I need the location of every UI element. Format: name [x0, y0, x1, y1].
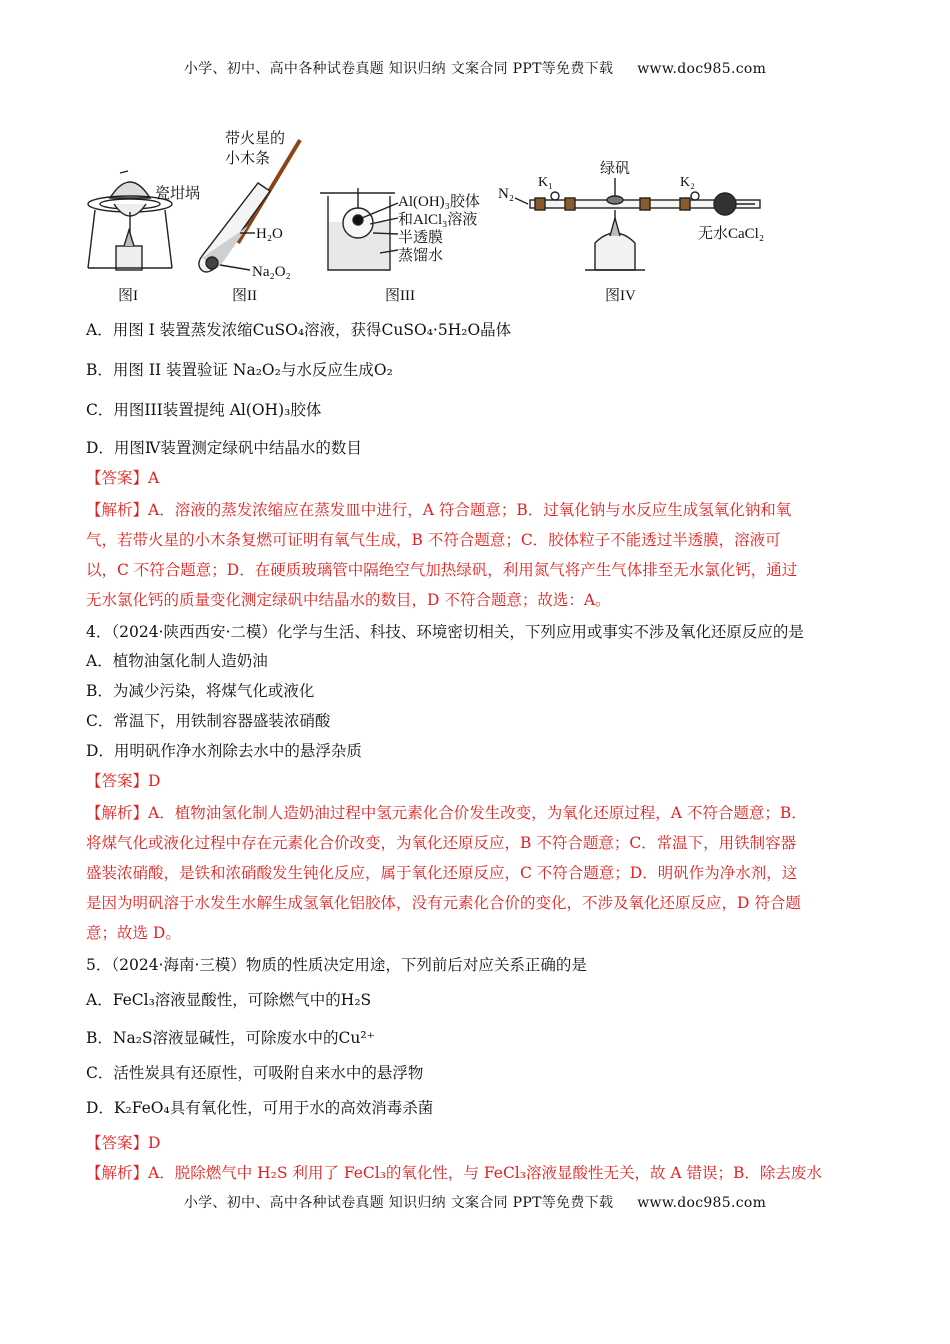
label-k2: K₂ — [680, 175, 695, 190]
figure-3-dialysis — [320, 188, 480, 270]
q4-analysis-line-4: 是因为明矾溶于水发生水解生成氢氧化铝胶体，没有元素化合价的变化，不涉及氧化还原反应，D 符合题 — [86, 894, 801, 912]
q4-analysis-line-5: 意；故选 D。 — [86, 924, 181, 942]
label-vitriol: 绿矾 — [600, 161, 631, 177]
q4-option-d: D．用明矾作净水剂除去水中的悬浮杂质 — [86, 742, 362, 760]
q3-option-c: C．用图III装置提纯 Al(OH)₃胶体 — [86, 401, 322, 419]
q3-option-b: B．用图 II 装置验证 Na₂O₂与水反应生成O₂ — [86, 361, 393, 379]
apparatus-figure — [80, 118, 880, 313]
label-crucible: 瓷坩埚 — [155, 186, 201, 202]
label-n2: N₂ — [498, 186, 515, 202]
q5-option-a: A．FeCl₃溶液显酸性，可除燃气中的H₂S — [86, 991, 372, 1009]
q5-answer: 【答案】D — [86, 1134, 161, 1152]
q3-analysis-line-3: 以，C 不符合题意；D．在硬质玻璃管中隔绝空气加热绿矾，利用氮气将产生气体排至无水氯化钙，通过 — [86, 561, 798, 579]
q3-analysis-line-4: 无水氯化钙的质量变化测定绿矾中结晶水的数目，D 不符合题意；故选：A。 — [86, 591, 611, 609]
label-na2o2: Na₂O₂ — [252, 264, 291, 280]
label-stick-1: 带火星的 — [225, 131, 286, 147]
page-footer — [0, 1192, 950, 1212]
label-k1: K₁ — [538, 175, 553, 190]
footer-text: 小学、初中、高中各种试卷真题 知识归纳 文案合同 PPT等免费下载 — [183, 1195, 614, 1211]
label-cacl2: 无水CaCl₂ — [698, 226, 765, 242]
q4-answer: 【答案】D — [86, 772, 161, 790]
figure-4-heating-tube — [498, 160, 764, 270]
q4-analysis-line-1: 【解析】A．植物油氢化制人造奶油过程中氢元素化合价发生改变，为氧化还原过程，A 不符合题意；B． — [86, 804, 807, 822]
label-al-oh3: Al(OH)₃胶体 — [398, 194, 480, 210]
figure-1-crucible-apparatus — [88, 171, 200, 270]
caption-fig-1: 图I — [118, 288, 138, 304]
label-water: 蒸馏水 — [398, 248, 444, 264]
q5-option-d: D．K₂FeO₄具有氧化性，可用于水的高效消毒杀菌 — [86, 1099, 434, 1117]
figure-2-test-tube — [199, 130, 300, 280]
q4-analysis-line-3: 盛装浓硝酸，是铁和浓硝酸发生钝化反应，属于氧化还原反应，C 不符合题意；D．明矾作为净水剂，这 — [86, 864, 798, 882]
q4-option-c: C．常温下，用铁制容器盛装浓硝酸 — [86, 712, 331, 730]
caption-fig-2: 图II — [232, 288, 257, 304]
label-membrane: 半透膜 — [398, 230, 444, 246]
caption-fig-3: 图III — [385, 288, 415, 304]
page-header — [0, 58, 950, 78]
q3-analysis-line-1: 【解析】A．溶液的蒸发浓缩应在蒸发皿中进行，A 符合题意；B．过氧化钠与水反应生成氢氧化钠和氧 — [86, 501, 792, 519]
footer-site: www.doc985.com — [637, 1195, 767, 1211]
q3-analysis-line-2: 气，若带火星的小木条复燃可证明有氧气生成，B 不符合题意；C．胶体粒子不能透过半透膜，溶液可 — [86, 531, 781, 549]
q5-analysis-line-1: 【解析】A．脱除燃气中 H₂S 利用了 FeCl₃的氧化性，与 FeCl₃溶液显酸性无关，故 A 错误；B．除去废水 — [86, 1164, 822, 1182]
q3-answer: 【答案】A — [86, 469, 160, 487]
q4-analysis-line-2: 将煤气化或液化过程中存在元素化合价改变，为氧化还原反应，B 不符合题意；C．常温下，用铁制容器 — [86, 834, 797, 852]
q4-option-b: B．为减少污染，将煤气化或液化 — [86, 682, 315, 700]
label-stick-2: 小木条 — [225, 151, 271, 167]
q5-stem: 5．（2024·海南·三模）物质的性质决定用途，下列前后对应关系正确的是 — [86, 956, 587, 974]
caption-fig-4: 图IV — [605, 288, 636, 304]
q4-stem: 4．（2024·陕西西安·二模）化学与生活、科技、环境密切相关，下列应用或事实不涉及氧化还原反应的是 — [86, 623, 804, 641]
q3-option-a: A．用图 I 装置蒸发浓缩CuSO₄溶液，获得CuSO₄·5H₂O晶体 — [86, 321, 512, 339]
q3-option-d: D．用图Ⅳ装置测定绿矾中结晶水的数目 — [86, 439, 362, 457]
header-text: 小学、初中、高中各种试卷真题 知识归纳 文案合同 PPT等免费下载 — [183, 61, 614, 77]
q4-option-a: A．植物油氢化制人造奶油 — [86, 652, 268, 670]
header-site: www.doc985.com — [637, 61, 767, 77]
q5-option-c: C．活性炭具有还原性，可吸附自来水中的悬浮物 — [86, 1064, 424, 1082]
q5-option-b: B．Na₂S溶液显碱性，可除废水中的Cu²⁺ — [86, 1029, 375, 1047]
label-h2o: H₂O — [256, 226, 283, 242]
label-alcl3: 和AlCl₃溶液 — [398, 212, 478, 228]
